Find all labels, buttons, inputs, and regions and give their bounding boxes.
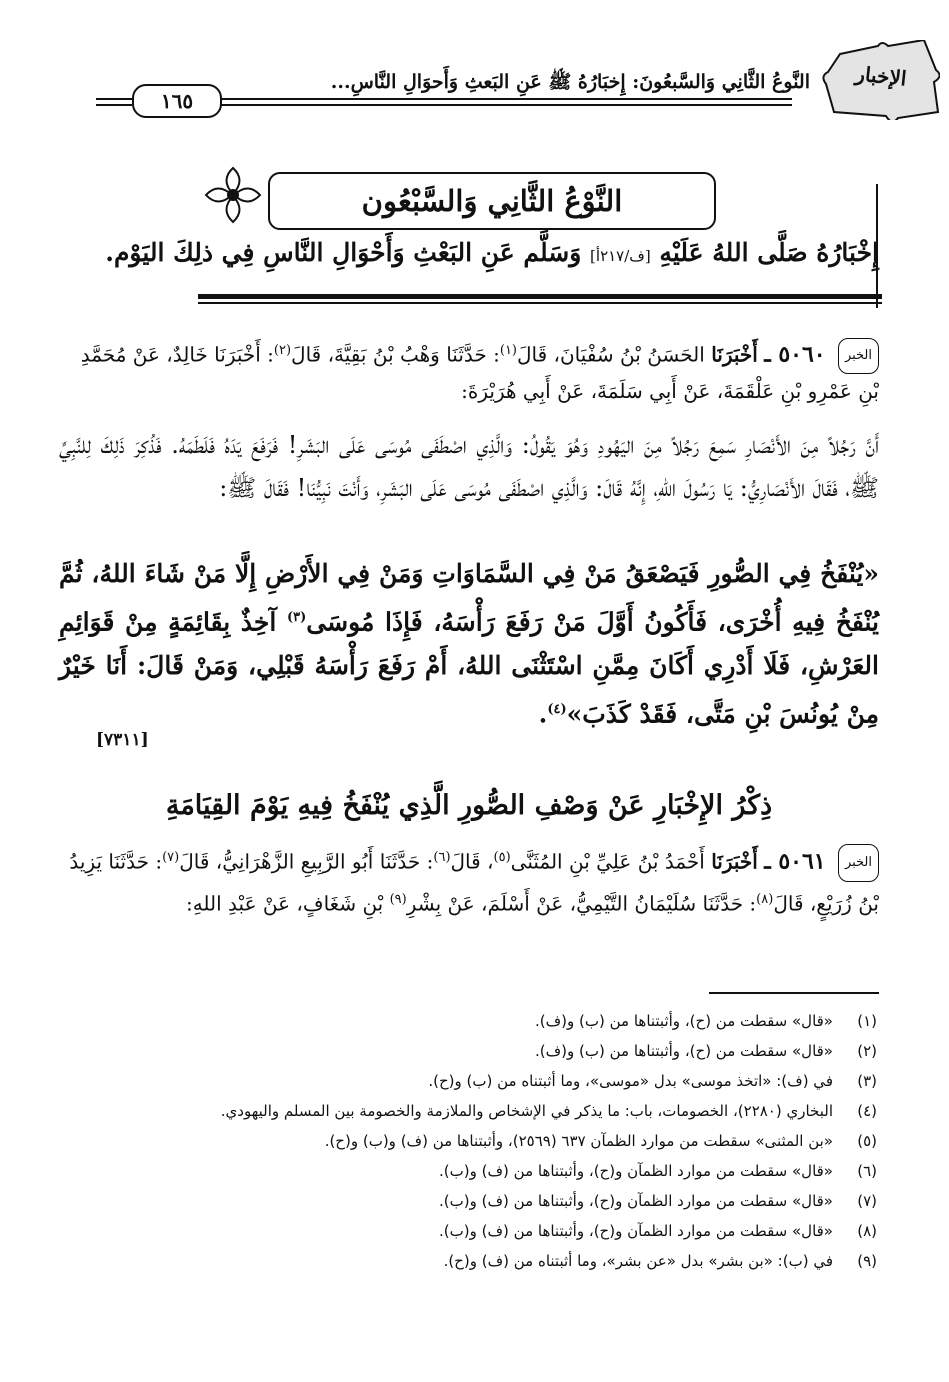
running-title: النَّوعُ الثَّانِي وَالسَّبعُونَ: إِخبَارُهُ ﷺ عَنِ البَعثِ وَأَحوَالِ النَّاسِ... (330, 71, 810, 93)
prophetic-text-a: «يُنْفَخُ فِي الصُّورِ فَيَصْعَقُ مَنْ فِي السَّمَاوَاتِ وَمَنْ فِي الأَرْضِ إِلَّا مَنْ شَاءَ اللهُ، ثُمَّ يُنْفَخُ فِيهِ أُخْرَى، فَأَكُونُ أَوَّلَ مَنْ رَفَعَ رَأْسَهُ، فَإِذَا مُوسَى (59, 559, 879, 637)
footnote-ref: (٨) (756, 892, 774, 908)
footnote-text: البخاري (٢٢٨٠)، الخصومات، باب: ما يذكر في الإشخاص والملازمة والخصومة بين المسلم واليهودي. (220, 1102, 833, 1120)
khabar-tag: الخبر (838, 338, 879, 374)
puzzle-label: الإخبار (854, 61, 908, 91)
cross-reference: [٧٣١١] (96, 730, 149, 750)
hadith-number: ٥٠٦٠ ـ (764, 341, 826, 368)
footnote-number: (٤) (857, 1102, 877, 1120)
akhbarana: أَخْبَرَنَا (711, 342, 758, 367)
isnad-part: : أَخْبَرَنَا خَالِدٌ، عَنْ مُحَمَّدِ بْنِ عَمْرِو بْنِ عَلْقَمَةَ، عَنْ أَبِي سَلَمَةَ، عَنْ أَبِي هُرَيْرَةَ: (80, 342, 879, 404)
footnote-number: (٧) (857, 1192, 877, 1210)
isnad-part: : حَدَّثَنَا سُلَيْمَانُ التَّيْمِيُّ، عَنْ أَسْلَمَ، عَنْ بِشْرِ (406, 891, 757, 916)
hadith-5061-isnad (59, 840, 879, 922)
footnote-ref: (٦) (433, 850, 451, 865)
footnote-text: في (ف): «اتخذ موسى» بدل «موسى»، وما أثبتناه من (ب) و(ح). (428, 1072, 833, 1090)
footnote-ref: (٤) (547, 702, 567, 718)
footnote-number: (٣) (857, 1072, 877, 1090)
subtitle-part-b: وَسَلَّم عَنِ البَعْثِ وَأَحْوَالِ النَّاسِ فِي ذلِكَ اليَوْم. (105, 238, 582, 267)
isnad-part: ، قَالَ (450, 849, 494, 874)
section-rule (198, 294, 882, 304)
footnote-item (77, 1126, 877, 1156)
hadith-5060-matn: أَنَّ رَجُلاً مِنَ الأَنْصَارِ سَمِعَ رَجُلاً مِنَ اليَهُودِ وَهُوَ يَقُولُ: وَالَّذِي اصْطَفَى مُوسَى عَلَى البَشَرِ! فَرَفَعَ يَدَهُ فَلَطَمَهُ. فَذُكِرَ ذَلِكَ لِلنَّبِيِّ ﷺ، فَقَالَ الأَنْصَارِيُّ: يَا رَسُولَ اللهِ، إِنَّهُ قَالَ: وَالَّذِي اصْطَفَى مُوسَى عَلَى البَشَرِ، وَأَنْتَ نَبِيُّنَا! فَقَالَ ﷺ: (59, 431, 879, 502)
footnote-ref: (٩) (389, 892, 407, 908)
isnad-part: بْنِ شَغَافٍ، عَنْ عَبْدِ اللهِ: (185, 891, 390, 916)
footnote-item (77, 1096, 877, 1126)
footnote-item (77, 1006, 877, 1036)
header-rule-right (220, 98, 792, 106)
footnote-ref: (٢) (273, 343, 292, 358)
footnote-item (77, 1246, 877, 1276)
header-rule-left (96, 98, 132, 106)
footnote-text: «قال» سقطت من موارد الظمآن و(ح)، وأثبتناها من (ف) و(ب). (439, 1192, 833, 1210)
footnote-item (77, 1066, 877, 1096)
footnote-text: في (ب): «بن بشر» بدل «عن بشر»، وما أثبتناه من (ف) و(ح). (443, 1252, 833, 1270)
footnote-item (77, 1216, 877, 1246)
isnad-part: أَحْمَدُ بْنُ عَلِيِّ بْنِ المُثَنَّى (510, 849, 705, 874)
ornament-icon (198, 160, 268, 230)
footnote-number: (٢) (857, 1042, 877, 1060)
manuscript-ref: [ف/٢١٧أ] (590, 247, 651, 265)
footnote-number: (١) (857, 1012, 877, 1030)
footnote-ref: (١) (499, 343, 517, 358)
footnote-item (77, 1156, 877, 1186)
footnote-number: (٨) (857, 1222, 877, 1240)
footnote-text: «قال» سقطت من (ح)، وأثبتناها من (ب) و(ف). (534, 1012, 833, 1030)
isnad-part: : حَدَّثَنَا أَبُو الرَّبِيعِ الزَّهْرَانِيُّ، قَالَ (179, 849, 434, 874)
footnote-number: (٩) (857, 1252, 877, 1270)
hadith-5060-isnad (59, 334, 879, 408)
isnad-part: : حَدَّثَنَا وَهْبُ بْنُ بَقِيَّةَ، قَالَ (291, 342, 500, 367)
hadith-5060-prophetic-text: «يُنْفَخُ فِي الصُّورِ فَيَصْعَقُ مَنْ فِي السَّمَاوَاتِ وَمَنْ فِي الأَرْضِ إِلَّا مَنْ شَاءَ اللهُ، ثُمَّ يُنْفَخُ فِيهِ أُخْرَى، فَأَكُونُ أَوَّلَ مَنْ رَفَعَ رَأْسَهُ، فَإِذَا مُوسَى$^{(٣)}$ آخِذٌ بِقَائِمَةٍ مِنْ قَوَائِمِ العَرْشِ، فَلَا أَدْرِي أَكَانَ مِمَّنِ اسْتَثْنَى اللهُ، أَمْ رَفَعَ رَأْسَهُ قَبْلِي، وَمَنْ قَالَ: أَنَا خَيْرٌ مِنْ يُونُسَ بْنِ مَتَّى، فَقَدْ كَذَبَ»$^{(٤)}$. (59, 559, 879, 729)
prophetic-text-b: آخِذٌ بِقَائِمَةٍ مِنْ قَوَائِمِ العَرْشِ، فَلَا أَدْرِي أَكَانَ مِمَّنِ اسْتَثْنَى اللهُ، أَمْ رَفَعَ رَأْسَهُ قَبْلِي، وَمَنْ قَالَ: أَنَا خَيْرٌ مِنْ يُونُسَ بْنِ مَتَّى، فَقَدْ كَذَبَ» (59, 607, 879, 729)
akhbarana: أَخْبَرَنَا (711, 849, 758, 874)
khabar-tag: الخبر (838, 844, 879, 882)
page-number: ١٦٥ (132, 84, 222, 118)
footnotes (77, 1006, 877, 1276)
footnote-text: «قال» سقطت من موارد الظمآن و(ح)، وأثبتناها من (ف) و(ب). (439, 1162, 833, 1180)
hadith-number: ٥٠٦١ ـ (764, 848, 826, 875)
chapter-title: النَّوْعُ الثَّانِي وَالسَّبْعُون (268, 172, 716, 230)
footnote-text: «قال» سقطت من (ح)، وأثبتناها من (ب) و(ف). (534, 1042, 833, 1060)
footnote-rule (709, 992, 879, 994)
chapter-subtitle (79, 238, 879, 267)
footnote-number: (٥) (857, 1132, 877, 1150)
subtitle-part-a: إِخْبَارُهُ صَلَّى اللهُ عَلَيْهِ (659, 238, 879, 267)
footnote-item (77, 1186, 877, 1216)
isnad-part: : حَدَّثَنَا يَزِيدُ بْنُ زُرَيْعٍ، قَالَ (69, 849, 879, 916)
section-heading: ذِكْرُ الإِخْبَارِ عَنْ وَصْفِ الصُّورِ الَّذِي يُنْفَخُ فِيهِ يَوْمَ القِيَامَةِ (165, 790, 773, 821)
footnote-text: «بن المثنى» سقطت من موارد الظمآن ٦٣٧ (٢٥٦٩)، وأثبتناها من (ف) و(ب) و(ح). (324, 1132, 833, 1150)
footnote-item (77, 1036, 877, 1066)
footnote-number: (٦) (857, 1162, 877, 1180)
isnad-part: الحَسَنُ بْنُ سُفْيَانَ، قَالَ (517, 342, 705, 367)
footnote-text: «قال» سقطت من موارد الظمآن و(ح)، وأثبتناها من (ف) و(ب). (439, 1222, 833, 1240)
footnote-ref: (٥) (493, 850, 511, 865)
footnote-ref: (٧) (162, 850, 180, 865)
page-header (80, 40, 940, 130)
footnote-ref: (٣) (287, 610, 307, 625)
